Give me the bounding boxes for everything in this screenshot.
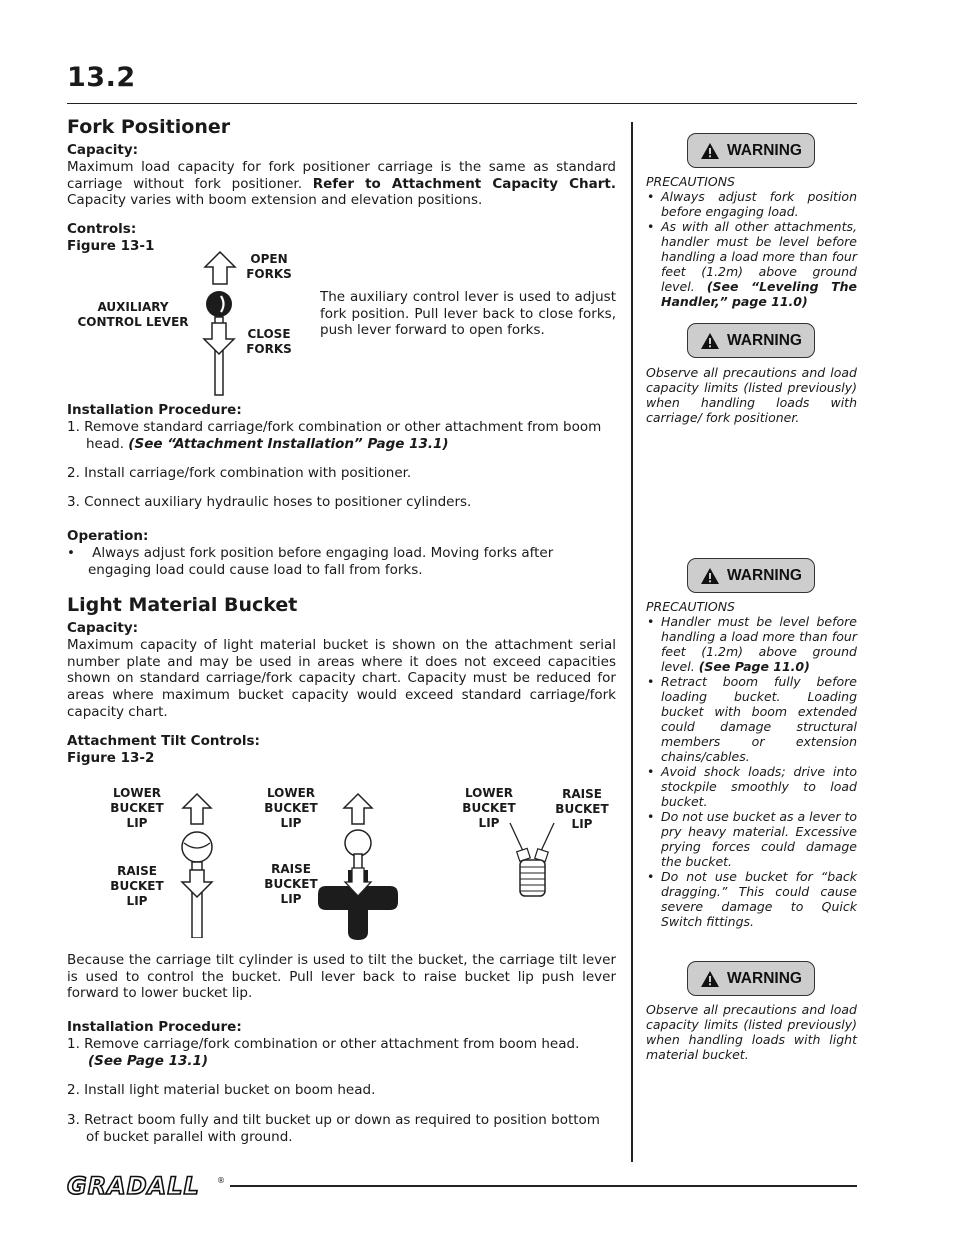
lower-lip-pointer	[510, 823, 523, 851]
bullet-mark: •	[67, 545, 93, 561]
section-title-light-material-bucket: Light Material Bucket	[67, 594, 298, 616]
bucket-install-step-1-ref: (See Page 13.1)	[88, 1052, 209, 1069]
fork-capacity-text-bold: Refer to Attachment Capacity Chart.	[312, 175, 616, 192]
lever2-lower-lip-label	[259, 786, 323, 831]
warning-triangle-icon	[700, 970, 720, 988]
raise-line-3: LIP	[280, 892, 302, 906]
bucket-capacity-heading: Capacity:	[67, 620, 139, 636]
lever-knob	[182, 832, 212, 862]
fork-capacity-text-1: Maximum load capacity for fork positioner carriage is the same as standard carriage without fork positioner.	[67, 159, 616, 192]
fork-install-step-3: 3. Connect auxiliary hydraulic hoses to positioner cylinders.	[67, 494, 472, 510]
warning-triangle-icon	[700, 567, 720, 585]
bucket-install-heading: Installation Procedure:	[67, 1019, 242, 1035]
lever2-raise-lip-label	[259, 862, 323, 907]
lower-lip-arrow	[183, 794, 211, 824]
bucket-capacity-paragraph: Maximum capacity of light material bucket is shown on the attachment serial number plate and may be used in areas where it does not exceed capacities shown on standard carriage/fork capacity chart. Capacity must be reduced for areas where maximum bucket capacity would exceed standard carriage/fork capacity chart.	[67, 637, 616, 720]
warning-3-bullet-2: • Retract boom fully before loading bucket. Loading bucket with boom extended could damage structural members or extension chains/cables.	[646, 674, 857, 764]
lower-line-2: BUCKET	[110, 801, 164, 815]
warning-2-paragraph: Observe all precautions and load capacity limits (listed previously) when handling loads with carriage/ fork positioner.	[646, 365, 857, 425]
warning-4-text	[646, 1002, 857, 1062]
precautions-heading: PRECAUTIONS	[646, 174, 735, 189]
gradall-logo: GRADALL	[67, 1172, 200, 1200]
w1-b2-ref: (See “Leveling The Handler,” page 11.0)	[661, 279, 857, 309]
warning-3-bullet-3: • Avoid shock loads; drive into stockpile smoothly to load bucket.	[646, 764, 857, 809]
warning-label: WARNING	[727, 141, 802, 159]
lower-line-1: LOWER	[112, 786, 162, 800]
column-divider	[631, 122, 633, 1162]
bucket-lever-figure-1	[175, 790, 219, 938]
warning-3-text	[646, 599, 857, 929]
warning-1-bullet-2	[646, 219, 857, 309]
lower-lip-arrow	[344, 794, 372, 824]
lower-line-3: LIP	[280, 816, 302, 830]
warning-triangle-icon	[700, 142, 720, 160]
warning-badge-2	[687, 323, 815, 358]
fork-install-heading: Installation Procedure:	[67, 402, 242, 418]
raise-line-3: LIP	[571, 817, 593, 831]
open-forks-line-2: FORKS	[246, 267, 292, 281]
fork-install-step-1-ref: (See “Attachment Installation” Page 13.1)	[128, 435, 449, 452]
raise-line-1: RAISE	[562, 787, 602, 801]
footer-rule	[230, 1185, 857, 1187]
fork-install-step-2: 2. Install carriage/fork combination with positioner.	[67, 465, 412, 481]
w3-b1-ref: (See Page 11.0)	[698, 659, 810, 674]
lever-knob	[206, 291, 232, 317]
bucket-tilt-heading: Attachment Tilt Controls:	[67, 733, 260, 749]
fork-figure-description: The auxiliary control lever is used to adjust fork position. Pull lever back to close forks, push lever forward to open forks.	[320, 289, 616, 339]
raise-lip-pointer	[541, 823, 554, 851]
warning-triangle-icon	[700, 332, 720, 350]
bucket-install-step-1-text: 1. Remove carriage/fork combination or other attachment from boom head.	[67, 1036, 580, 1052]
registered-mark: ®	[217, 1176, 225, 1185]
raise-line-1: RAISE	[271, 862, 311, 876]
lower-line-2: BUCKET	[462, 801, 516, 815]
open-forks-label	[240, 252, 298, 282]
aux-control-lever-label	[70, 300, 196, 330]
lower-line-3: LIP	[126, 816, 148, 830]
close-forks-arrow	[204, 323, 234, 354]
precautions-heading: PRECAUTIONS	[646, 599, 735, 614]
warning-label: WARNING	[727, 969, 802, 987]
raise-line-2: BUCKET	[110, 879, 164, 893]
fork-figure-label: Figure 13-1	[67, 238, 155, 254]
open-forks-arrow	[205, 252, 235, 284]
lever1-raise-lip-label	[105, 864, 169, 909]
bucket-install-step-1	[67, 1036, 616, 1069]
fork-capacity-paragraph	[67, 159, 616, 209]
lower-line-1: LOWER	[464, 786, 514, 800]
close-forks-line-2: FORKS	[246, 342, 292, 356]
bucket-tilt-paragraph: Because the carriage tilt cylinder is used to tilt the bucket, the carriage tilt lever is used to control the bucket. Pull lever back to raise bucket lip push lever forward to lower bucket lip.	[67, 952, 616, 1002]
warning-2-text	[646, 365, 857, 425]
lower-line-3: LIP	[478, 816, 500, 830]
open-forks-line-1: OPEN	[250, 252, 288, 266]
warning-3-bullet-4: • Do not use bucket as a lever to pry heavy material. Excessive prying forces could damage the bucket.	[646, 809, 857, 869]
bucket-install-step-3: 3. Retract boom fully and tilt bucket up or down as required to position bottom of bucket parallel with ground.	[67, 1112, 600, 1145]
close-forks-line-1: CLOSE	[247, 327, 291, 341]
warning-label: WARNING	[727, 331, 802, 349]
fork-operation-bullet	[67, 545, 616, 578]
header-rule	[67, 103, 857, 104]
fork-controls-heading: Controls:	[67, 221, 137, 237]
w1-b2-text: As with all other attachments, handler must be level before handling a load more than four feet (1.2m) above ground level.	[661, 219, 857, 294]
bucket-install-step-2: 2. Install light material bucket on boom head.	[67, 1082, 376, 1098]
fork-capacity-heading: Capacity:	[67, 142, 139, 158]
aux-lever-line-1: AUXILIARY	[97, 300, 169, 314]
warning-4-paragraph: Observe all precautions and load capacity limits (listed previously) when handling loads with light material bucket.	[646, 1002, 857, 1062]
warning-badge-3	[687, 558, 815, 593]
section-title-fork-positioner: Fork Positioner	[67, 116, 231, 138]
fork-operation-bullet-text: Always adjust fork position before engaging load. Moving forks after engaging load could cause load to fall from forks.	[88, 545, 554, 578]
w3-b1-text: Handler must be level before handling a load more than four feet (1.2m) above ground level.	[661, 614, 857, 674]
fork-control-lever-figure	[195, 248, 245, 396]
warning-3-bullet-1	[646, 614, 857, 674]
warning-3-bullet-5: • Do not use bucket for “back dragging.” This could cause severe damage to Quick Switch fittings.	[646, 869, 857, 929]
fork-install-step-1	[67, 419, 616, 452]
warning-1-bullet-1: • Always adjust fork position before engaging load.	[646, 189, 857, 219]
bucket-lever-figure-2	[318, 790, 398, 942]
aux-lever-line-2: CONTROL LEVER	[77, 315, 189, 329]
fork-install-step-1-text: 1. Remove standard carriage/fork combination or other attachment from boom head.	[67, 419, 602, 452]
bucket-lever-figure-3	[500, 818, 566, 898]
fork-operation-heading: Operation:	[67, 528, 149, 544]
lower-line-1: LOWER	[266, 786, 316, 800]
close-forks-label	[240, 327, 298, 357]
bucket-figure-label: Figure 13-2	[67, 750, 155, 766]
fork-capacity-text-2: Capacity varies with boom extension and elevation positions.	[67, 192, 483, 209]
raise-line-2: BUCKET	[555, 802, 609, 816]
warning-badge-4	[687, 961, 815, 996]
raise-line-1: RAISE	[117, 864, 157, 878]
warning-badge-1	[687, 133, 815, 168]
lever-knob	[345, 830, 371, 856]
warning-label: WARNING	[727, 566, 802, 584]
raise-lip-arrow	[182, 870, 212, 897]
warning-1-text	[646, 174, 857, 309]
page-number: 13.2	[67, 62, 136, 93]
raise-line-3: LIP	[126, 894, 148, 908]
lower-line-2: BUCKET	[264, 801, 318, 815]
raise-line-2: BUCKET	[264, 877, 318, 891]
lever1-lower-lip-label	[105, 786, 169, 831]
